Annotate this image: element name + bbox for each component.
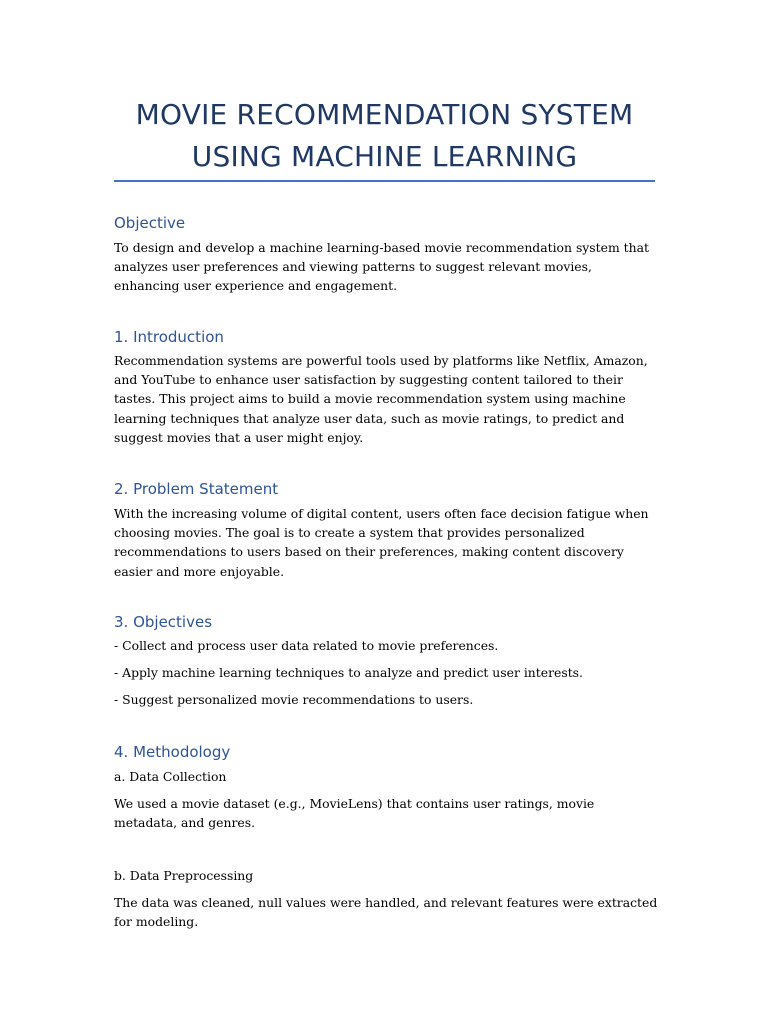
introduction-text: Recommendation systems are powerful tools used by platforms like Netflix, Amazon, and YouTube to enhance user satisfaction by suggesting content tailored to their tastes. This project aims to build a movie recommendation system using machine learning techniques that analyze user data, such as movie ratings, to predict and suggest movies that a user might enjoy. [114,353,648,445]
problem-statement-text: With the increasing volume of digital content, users often face decision fatigue when choosing movies. The goal is to create a system that provides personalized recommendations to users based on their preferences, making content discovery easier and more enjoyable. [114,506,649,579]
heading-problem-statement: 2. Problem Statement [114,480,279,498]
document-title [114,94,655,178]
objectives-item: - Apply machine learning techniques to analyze and predict user interests. [114,665,583,680]
heading-objectives: 3. Objectives [114,613,213,631]
objectives-item: - Collect and process user data related to movie preferences. [114,638,499,653]
heading-objective: Objective [114,214,186,232]
data-collection-text: We used a movie dataset (e.g., MovieLens) that contains user ratings, movie metadata, and genres. [114,796,595,831]
data-collection-label: a. Data Collection [114,769,227,784]
title-line-2: USING MACHINE LEARNING [191,140,578,173]
data-preprocessing-text: The data was cleaned, null values were handled, and relevant features were extracted for modeling. [114,895,658,930]
title-underline [114,180,655,182]
objective-text: To design and develop a machine learning-based movie recommendation system that analyzes user preferences and viewing patterns to suggest relevant movies, enhancing user experience and engagement. [114,240,649,294]
heading-methodology: 4. Methodology [114,743,231,761]
data-preprocessing-label: b. Data Preprocessing [114,868,254,883]
heading-introduction: 1. Introduction [114,328,224,346]
title-line-1: MOVIE RECOMMENDATION SYSTEM [135,98,634,131]
objectives-item: - Suggest personalized movie recommendations to users. [114,692,474,707]
